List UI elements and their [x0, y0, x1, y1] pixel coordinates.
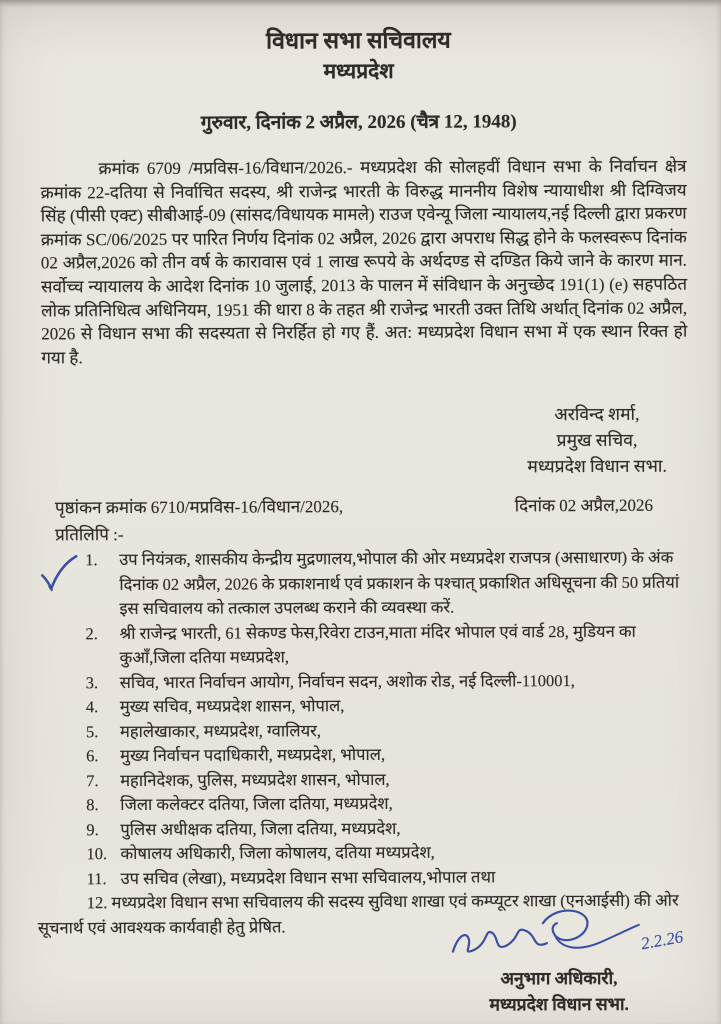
- signatory-name: अरविन्द शर्मा,: [554, 404, 640, 425]
- copies-label: प्रतिलिपि :-: [55, 525, 124, 545]
- endorsement-row: [55, 493, 653, 519]
- copy-item-number: 3.: [85, 672, 99, 693]
- endorsement-number: पृष्ठांकन क्रमांक 6710/मप्रविस-16/विधान/2026,: [54, 497, 344, 518]
- signatory-organization: मध्यप्रदेश विधान सभा.: [527, 456, 667, 477]
- copy-item-text: पुलिस अधीक्षक दतिया, जिला दतिया, मध्यप्रदेश,: [120, 818, 401, 839]
- copy-item-text: महानिदेशक, पुलिस, मध्यप्रदेश शासन, भोपाल,: [120, 769, 390, 790]
- copy-item-text: जिला कलेक्टर दतिया, जिला दतिया, मध्यप्रदेश,: [120, 794, 393, 815]
- officer-organization: मध्यप्रदेश विधान सभा.: [489, 993, 629, 1015]
- signatory-block-top: [527, 401, 667, 480]
- copy-item-number: 11.: [86, 868, 107, 889]
- list-item: [86, 717, 687, 744]
- letterhead: [0, 0, 719, 88]
- list-item: [85, 619, 686, 671]
- copy-item-number: 6.: [86, 746, 99, 766]
- signatory-block-bottom: [429, 907, 689, 1018]
- copy-item-text: कोषालय अधिकारी, जिला कोषालय, दतिया मध्यप्रदेश,: [120, 843, 435, 864]
- copy-item-text: सचिव, भारत निर्वाचन आयोग, निर्वाचन सदन, अशोक रोड, नई दिल्ली-110001,: [119, 670, 575, 692]
- notification-paragraph: क्रमांक 6709 /मप्रविस-16/विधान/2026.- मध्यप्रदेश की सोलहवीं विधान सभा के निर्वाचन क्षेत्र क्रमांक 22-दतिया से निर्वाचित सदस्य, श्री राजेन्द्र भारती के विरुद्ध माननीय विशेष न्यायाधीश श्री दिग्विजय सिंह (पीसी एक्ट) सीबीआई-09 (सांसद/विधायक मामले) राउज एवेन्यू जिला न्यायालय,नई दिल्ली द्वारा प्रकरण क्रमांक SC/06/2025 पर पारित निर्णय दिनांक 02 अप्रैल, 2026 द्वारा अपराध सिद्ध होने के फलस्वरूप दिनांक 02 अप्रैल,2026 को तीन वर्ष के कारावास एवं 1 लाख रूपये के अर्थदण्ड से दण्डित किये जाने के कारण मान. सर्वोच्च न्यायालय के आदेश दिनांक 10 जुलाई, 2013 के पालन में संविधान के अनुच्छेद 191(1) (e) सहपठित लोक प्रतिनिधित्व अधिनियम, 1951 की धारा 8 के तहत श्री राजेन्द्र भारती उक्त तिथि अर्थात् दिनांक 02 अप्रैल, 2026 से विधान सभा की सदस्यता से निरर्हित हो गए हैं. अत: मध्यप्रदेश विधान सभा में एक स्थान रिक्त हो गया है.: [40, 156, 688, 368]
- list-item: [86, 693, 687, 720]
- copy-item-number: 9.: [86, 819, 99, 840]
- copy-item-number: 5.: [85, 721, 99, 742]
- copy-item-number: 8.: [86, 795, 99, 815]
- copy-item-text: उप नियंत्रक, शासकीय केन्द्रीय मुद्रणालय,भोपाल की ओर मध्यप्रदेश राजपत्र (असाधारण) के अंक दिनांक 02 अप्रैल, 2026 के प्रकाशनार्थ एवं प्रकाशन के पश्चात् प्रकाशित अधिसूचना की 50 प्रतियां इस सचिवालय को तत्काल उपलब्ध कराने की व्यवस्था करें.: [119, 547, 680, 619]
- endorsement-date: दिनांक 02 अप्रैल,2026: [514, 496, 654, 516]
- list-item: [85, 546, 686, 622]
- signatory-designation: प्रमुख सचिव,: [556, 430, 638, 451]
- list-item: [86, 742, 687, 769]
- signature-icon: [429, 907, 689, 966]
- copy-item-text: मुख्य सचिव, मध्यप्रदेश शासन, भोपाल,: [119, 696, 345, 717]
- copy-item-number: 1.: [85, 550, 98, 570]
- copy-item-text: श्री राजेन्द्र भारती, 61 सेकण्ड फेस,रिवेरा टाउन,माता मंदिर भोपाल एवं वार्ड 28, मुडियन का कुआँ,जिला दतिया मध्यप्रदेश,: [119, 621, 636, 668]
- copy-item-text: उप सचिव (लेखा), मध्यप्रदेश विधान सभा सचिवालय,भोपाल तथा: [120, 867, 496, 888]
- checkmark-icon: [36, 553, 80, 593]
- letterhead-title: विधान सभा सचिवालय: [266, 27, 451, 54]
- issue-date-line: गुरुवार, दिनांक 2 अप्रैल, 2026 (चैत्र 12, 1948): [200, 111, 517, 134]
- copy-item-number: 7.: [86, 770, 99, 791]
- copy-item-12-paragraph: 12. मध्यप्रदेश विधान सभा सचिवालय की सदस्य सुविधा शाखा एवं कम्प्यूटर शाखा (एनआईसी) की ओर सूचनार्थ एवं आवश्यक कार्यवाही हेतु प्रेषित.: [37, 890, 679, 938]
- copy-list: [85, 546, 687, 892]
- copy-item-text: महालेखाकार, मध्यप्रदेश, ग्वालियर,: [119, 721, 322, 741]
- copy-item-number: 10.: [86, 844, 108, 864]
- list-item: [86, 668, 687, 695]
- officer-designation: अनुभाग अधिकारी,: [500, 967, 618, 989]
- letterhead-subtitle: मध्यप्रदेश: [323, 58, 394, 84]
- list-item: [86, 815, 687, 842]
- list-item: [87, 864, 688, 891]
- list-item: [86, 840, 687, 867]
- handwritten-date: 2.2.26: [638, 927, 685, 954]
- list-item: [86, 791, 687, 818]
- copy-item-text: मुख्य निर्वाचन पदाधिकारी, मध्यप्रदेश, भोपाल,: [120, 745, 386, 766]
- copy-item-number: 4.: [85, 697, 99, 717]
- copy-item-number: 2.: [85, 623, 98, 644]
- list-item: [86, 766, 687, 793]
